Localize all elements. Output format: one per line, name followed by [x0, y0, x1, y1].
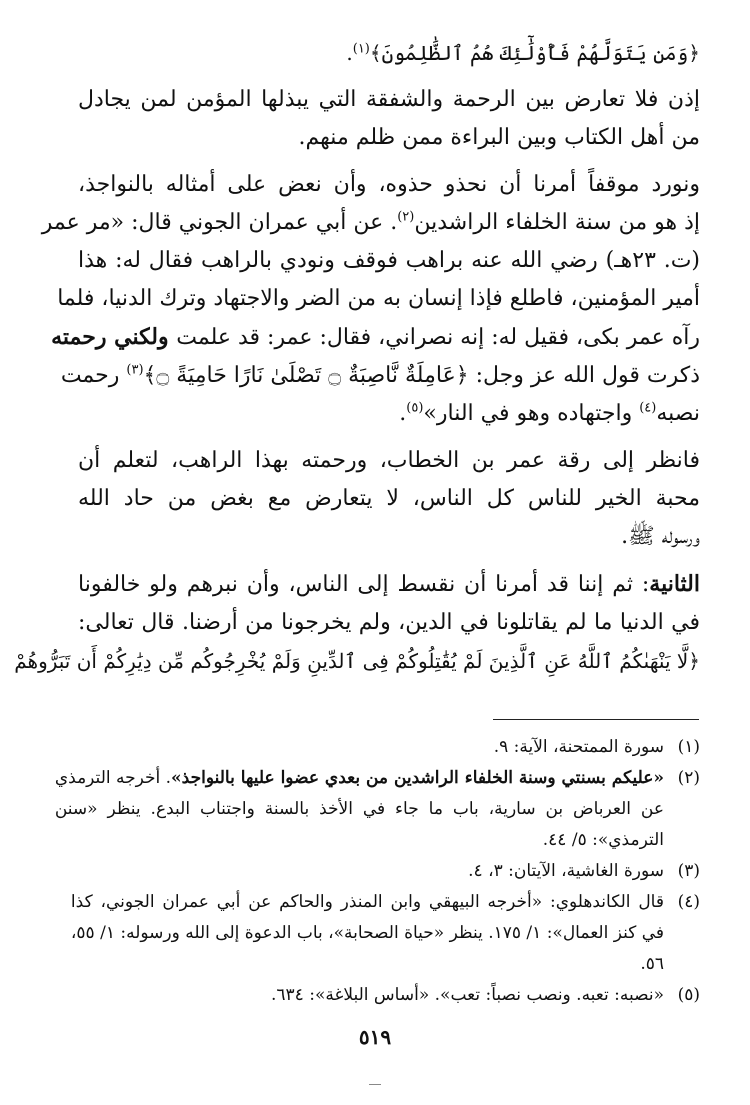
footnote-text: «نصبه: تعبه. ونصب نصباً: تعب». «أساس البلاغة»: ٦٣٤.	[271, 985, 664, 1005]
footnote-line	[78, 732, 664, 763]
text-line	[78, 166, 700, 204]
footnote-body	[78, 856, 664, 887]
footnote-text: ٥٦.	[640, 954, 664, 974]
footnote-body	[78, 732, 664, 763]
text-line	[78, 442, 700, 480]
footnote-number: (٥)	[677, 985, 700, 1005]
line-text: في الدنيا ما لم يقاتلونا في الدين، ولم يخرجونا من أرضنا. قال تعالى:	[78, 610, 700, 635]
footnote-number: (٢)	[677, 768, 700, 788]
line-text: ورسوله ﷺ.	[621, 524, 700, 549]
footnote-text: سورة الغاشية، الآيتان: ٣، ٤.	[468, 861, 664, 881]
footnote-line	[78, 980, 664, 1011]
line-tail: رحمت	[60, 363, 127, 388]
text-line	[78, 565, 700, 604]
text-line	[41, 204, 700, 242]
footnotes	[54, 732, 700, 1011]
footnote-number: (١)	[677, 737, 700, 757]
line-text: إذن فلا تعارض بين الرحمة والشفقة التي يبذلها المؤمن لمن يجادل	[78, 87, 700, 112]
footnote-text: . أخرجه الترمذي	[54, 768, 172, 788]
text-line	[78, 395, 700, 433]
footnote-ref: (٤)	[639, 400, 657, 416]
line-text: (ت. ٢٣هـ) رضي الله عنه براهب فوقف ونودي بالراهب فقال له: هذا	[78, 248, 700, 273]
footnote-line	[55, 825, 664, 856]
line-text: ونورد موقفاً أمرنا أن نحذو حذوه، وأن نعض على أمثاله بالنواجذ،	[78, 172, 700, 197]
line-text: ﴿وَمَن يَتَوَلَّهُمْ فَأُوْلَٰٓئِكَ هُمُ ٱلظَّٰلِمُونَ﴾	[369, 41, 700, 65]
footnote-line	[71, 949, 664, 980]
footnote-bold-text: «عليكم بسنتي وسنة الخلفاء الراشدين من بعدي عضوا عليها بالنواجذ»	[171, 768, 664, 788]
page-number: ٥١٩	[358, 1025, 392, 1049]
line-tail: . عن أبي عمران الجوني قال: «مر عمر	[41, 210, 398, 235]
footnote-body	[78, 980, 664, 1011]
text-line	[78, 119, 700, 157]
footnote-text: عن العرباض بن سارية، باب ما جاء في الأخذ بالسنة واجتناب البدع. ينظر «سنن	[54, 799, 664, 819]
text-line	[78, 34, 700, 72]
footnote-line	[71, 918, 664, 949]
footnote	[78, 732, 700, 763]
footnote-ref: (٣)	[126, 362, 144, 378]
line-text: ﴿لَّا يَنْهَىٰكُمُ ٱللَّهُ عَنِ ٱلَّذِينَ لَمْ يُقَٰتِلُوكُمْ فِى ٱلدِّينِ وَلَمْ يُخْرِجُوكُم مِّن دِيَٰرِكُمْ أَن تَبَرُّوهُمْ	[14, 649, 700, 673]
footnote-line	[71, 887, 664, 918]
bold-tail: ولكني رحمته	[51, 324, 177, 350]
line-text: إذ هو من سنة الخلفاء الراشدين	[414, 210, 700, 235]
footnote-line	[55, 763, 664, 794]
footnote-ref: (٥)	[406, 400, 424, 416]
line-text: محبة الخير للناس كل الناس، لا يتعارض مع بغض من حاد الله	[78, 486, 700, 511]
text-line	[78, 480, 700, 518]
footnote-body	[71, 887, 664, 980]
text-line	[14, 642, 700, 680]
line-text: فانظر إلى رقة عمر بن الخطاب، ورحمته بهذا الراهب، لتعلم أن	[78, 448, 700, 473]
line-text: من أهل الكتاب وبين البراءة ممن ظلم منهم.	[298, 125, 700, 150]
text-line	[57, 280, 700, 318]
footnote-text: في كنز العمال»: ١/ ١٧٥. ينظر «حياة الصحابة»، باب الدعوة إلى الله ورسوله: ١/ ٥٥،	[70, 923, 664, 943]
line-text: ذكرت قول الله عز وجل: ﴿عَامِلَةٌ نَّاصِبَةٌ ۝ تَصْلَىٰ نَارًا حَامِيَةً ۝﴾	[143, 363, 700, 388]
footnote-line	[55, 794, 664, 825]
line-text: رآه عمر بكى، فقيل له: إنه نصراني، فقال: عمر: قد علمت	[176, 325, 700, 350]
footnote-number: (٣)	[677, 861, 700, 881]
footnote-ref: (٢)	[397, 209, 415, 225]
footnote-text: قال الكاندهلوي: «أخرجه البيهقي وابن المنذر والحاكم عن أبي عمران الجوني، كذا	[70, 892, 664, 912]
line-text: نصبه	[656, 401, 700, 426]
line-text: أمير المؤمنين، فاطلع فإذا إنسان به من الضر والاجتهاد وترك الدنيا، فلما	[57, 286, 700, 311]
footnote-text: الترمذي»: ٥/ ٤٤.	[542, 830, 664, 850]
main-text	[14, 34, 700, 680]
footnote-number: (٤)	[677, 892, 700, 912]
line-text: : ثم إننا قد أمرنا أن نقسط إلى الناس، وأن نبرهم ولو خالفونا	[78, 572, 650, 597]
line-tail: .	[346, 41, 353, 65]
text-line	[51, 318, 700, 357]
bold-lead: الثانية	[649, 571, 700, 597]
text-line	[60, 357, 700, 395]
footnote-ref: (١)	[352, 41, 370, 57]
text-line	[78, 81, 700, 119]
text-line	[78, 604, 700, 642]
footnote	[70, 887, 700, 980]
page-edge-mark	[369, 1084, 381, 1085]
footnote	[78, 980, 700, 1011]
footnote-separator	[493, 719, 699, 720]
text-line	[78, 518, 700, 556]
footnote-text: سورة الممتحنة، الآية: ٩.	[493, 737, 664, 757]
footnote-line	[78, 856, 664, 887]
footnote	[78, 856, 700, 887]
line-tail: .	[399, 401, 407, 426]
line-tail: واجتهاده وهو في النار»	[423, 401, 640, 426]
footnote-body	[55, 763, 664, 856]
footnote	[54, 763, 700, 856]
text-line	[78, 242, 700, 280]
